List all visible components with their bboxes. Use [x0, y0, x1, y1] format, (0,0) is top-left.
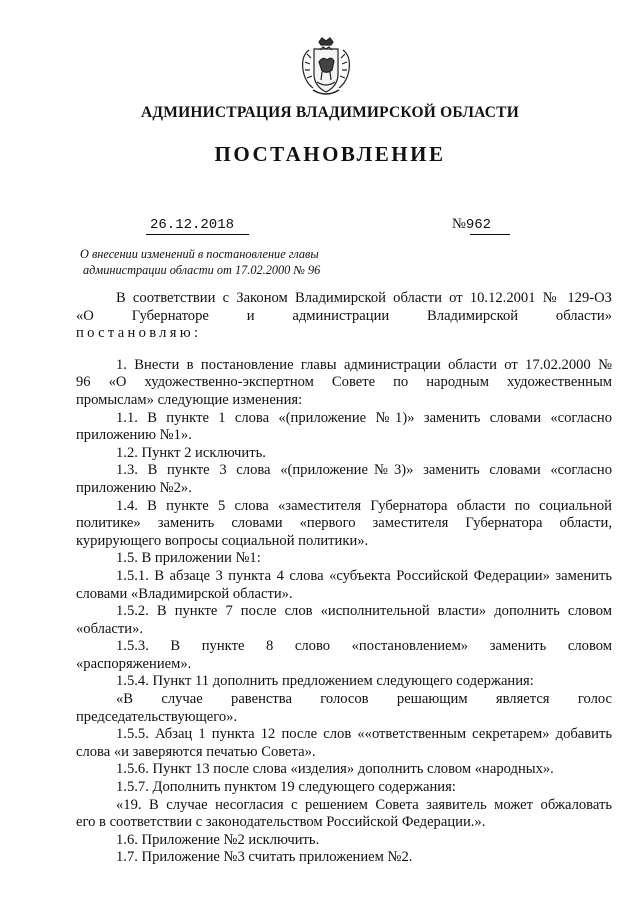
organization-name: АДМИНИСТРАЦИЯ ВЛАДИМИРСКОЙ ОБЛАСТИ — [141, 104, 519, 121]
paragraph-line: 1.4. В пункте 5 слова «заместителя Губернатора области по социальной — [116, 497, 612, 514]
preamble-line: В соответствии с Законом Владимирской области от 10.12.2001 № 129-ОЗ — [116, 290, 612, 306]
paragraph-line: 1. Внести в постановление главы администрации области от 17.02.2000 № — [116, 356, 612, 373]
paragraph-line: 1.1. В пункте 1 слова «(приложение №1)» заменить словами «согласно — [116, 409, 612, 426]
paragraph-line: слова «и заверяются печатью Совета». — [76, 743, 316, 760]
paragraph-line: промыслам» следующие изменения: — [76, 391, 303, 408]
number-value: 962 — [465, 217, 492, 233]
paragraph-line: приложению №1». — [76, 427, 192, 444]
number-underline — [470, 234, 510, 235]
document-subject — [80, 246, 380, 278]
paragraph-line: 1.5.6. Пункт 13 после слова «изделия» дополнить словом «народных». — [116, 761, 554, 778]
subject-line: администрации области от 17.02.2000 № 96 — [83, 263, 321, 277]
paragraph-line: словами «Владимирской области». — [76, 585, 293, 602]
paragraph-line: 1.2. Пункт 2 исключить. — [116, 444, 266, 461]
paragraph-line: 1.5. В приложении №1: — [116, 550, 261, 567]
paragraph-line: его в соответствии с законодательством Российской Федерации.». — [76, 814, 486, 831]
paragraph-line: 96 «О художественно-экспертном Совете по народным художественным — [76, 374, 612, 391]
number-sign: № — [452, 216, 466, 232]
subject-line: О внесении изменений в постановление главы — [80, 247, 319, 261]
paragraph-line: 1.5.3. В пункте 8 слово «постановлением» заменить словом — [116, 638, 612, 655]
coat-of-arms-emblem — [297, 36, 355, 100]
document-body — [76, 290, 612, 867]
paragraph-line: политике» заменить словами «первого заместителя Губернатора области, — [76, 515, 612, 532]
paragraph-line: 1.5.2. В пункте 7 после слов «исполнительной власти» дополнить словом — [116, 603, 612, 620]
paragraph-line: 1.5.1. В абзаце 3 пункта 4 слова «субъекта Российской Федерации» заменить — [116, 567, 612, 584]
preamble-line: «О Губернаторе и администрации Владимирской области» — [76, 307, 612, 324]
paragraph-line: «области». — [76, 620, 144, 637]
paragraph-line: председательствующего». — [76, 708, 238, 725]
paragraph-line: 1.6. Приложение №2 исключить. — [116, 831, 320, 848]
document-date: 26.12.2018 — [150, 217, 235, 233]
paragraph-line: «В случае равенства голосов решающим является голос — [116, 691, 612, 708]
preamble-decree-word: постановляю: — [76, 325, 202, 342]
paragraph-line: приложению №2». — [76, 479, 192, 496]
paragraph-line: 1.5.7. Дополнить пунктом 19 следующего содержания: — [116, 779, 456, 796]
document-number — [452, 216, 491, 233]
paragraph-line: «19. В случае несогласия с решением Совета заявитель может обжаловать — [116, 796, 612, 813]
paragraph-line: 1.3. В пункте 3 слова «(приложение№3)» заменить словами «согласно — [116, 462, 612, 479]
paragraph-line: курирующего вопросы социальной политики». — [76, 532, 369, 549]
date-underline — [146, 234, 249, 235]
document-title: ПОСТАНОВЛЕНИЕ — [214, 142, 446, 166]
paragraph-line: 1.5.5. Абзац 1 пункта 12 после слов ««ответственным секретарем» добавить — [116, 726, 612, 743]
paragraph-line: 1.7. Приложение №3 считать приложением №2. — [116, 849, 413, 866]
paragraph-line: 1.5.4. Пункт 11 дополнить предложением следующего содержания: — [116, 673, 534, 690]
paragraph-line: «распоряжением». — [76, 655, 192, 672]
